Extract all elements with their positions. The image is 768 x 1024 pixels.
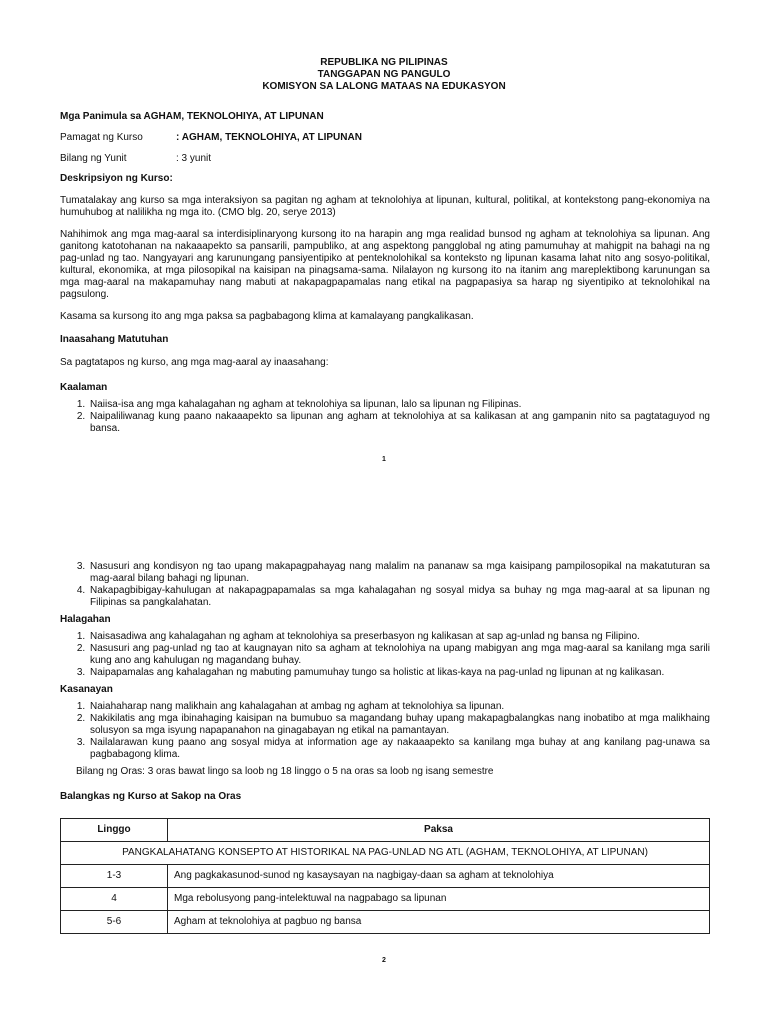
kasanayan-list (60, 701, 710, 761)
intro-title: Mga Panimula sa AGHAM, TEKNOLOHIYA, AT LIPUNAN (60, 111, 324, 122)
outline-heading: Balangkas ng Kurso at Sakop na Oras (60, 791, 242, 802)
course-units-label: Bilang ng Yunit (60, 153, 127, 164)
kaalaman-list (60, 399, 710, 435)
course-units-row (60, 153, 710, 165)
course-title-value: : AGHAM, TEKNOLOHIYA, AT LIPUNAN (176, 132, 362, 143)
list-item: 3. Nasusuri ang kondisyon ng tao upang makapagpahayag nang malalim na pananaw sa mga kaisipang pampilosopikal na makatuturan sa mag-aaral bilang bahagi ng lipunan. (88, 561, 710, 585)
list-item: 2. Nakikilatis ang mga ibinahaging kaisipan na bumubuo sa magandang buhay upang makapagbalangkas nang inobatibo at mga malikhaing solusyon sa mga isyung napapanahon na ginagabayan ng etikal na pamantayan. (88, 713, 710, 737)
outcomes-heading: Inaasahang Matutuhan (60, 334, 169, 345)
halagahan-heading: Halagahan (60, 614, 111, 625)
kasanayan-heading: Kasanayan (60, 684, 113, 695)
table-section-row (61, 842, 710, 865)
course-units-value: : 3 yunit (176, 153, 212, 164)
document-header (0, 57, 768, 93)
description-paragraph-3: Kasama sa kursong ito ang mga paksa sa pagbabagong klima at kamalayang pangkalikasan. (60, 311, 474, 322)
column-header-week: Linggo (61, 819, 168, 842)
header-line-1: REPUBLIKA NG PILIPINAS (320, 57, 448, 68)
list-item: 3. Naipapamalas ang kahalagahan ng mabuting pamumuhay tungo sa holistic at likas-kaya na pag-unlad ng lipunan at ng kalikasan. (88, 667, 710, 679)
topic-cell: Agham at teknolohiya at pagbuo ng bansa (168, 911, 710, 934)
list-item: 1. Naiahaharap nang malikhain ang kahalagahan at ambag ng agham at teknolohiya sa lipunan. (88, 701, 710, 713)
list-item: 2. Naipaliliwanag kung paano nakaaapekto sa lipunan ang agham at teknolohiya at sa kalikasan at ang gampanin nito sa pagtataguyod ng bansa. (88, 411, 710, 435)
list-item: 3. Nailalarawan kung paano ang sosyal midya at information age ay nakaaapekto sa kanilang mga buhay at ang kanilang pag-unawa sa pagbabagong klima. (88, 737, 710, 761)
page-1-body (60, 111, 710, 435)
outcomes-intro: Sa pagtatapos ng kurso, ang mga mag-aaral ay inaasahang: (60, 357, 329, 368)
list-item: 1. Naiisa-isa ang mga kahalagahan ng agham at teknolohiya sa lipunan, lalo sa lipunan ng Filipinas. (88, 399, 710, 411)
table-row (61, 865, 710, 888)
page-2-body (60, 561, 710, 934)
section-title: PANGKALAHATANG KONSEPTO AT HISTORIKAL NA PAG-UNLAD NG ATL (AGHAM, TEKNOLOHIYA, AT LIPUNAN) (61, 842, 710, 865)
hours-note: Bilang ng Oras: 3 oras bawat lingo sa loob ng 18 linggo o 5 na oras sa loob ng isang semestre (76, 766, 494, 777)
page-number-1: 1 (382, 456, 386, 463)
course-title-row (60, 132, 710, 144)
halagahan-list (60, 631, 710, 679)
kaalaman-heading: Kaalaman (60, 382, 108, 393)
week-cell: 5-6 (61, 911, 168, 934)
description-heading: Deskripsiyon ng Kurso: (60, 173, 173, 184)
header-line-2: TANGGAPAN NG PANGULO (317, 69, 451, 80)
description-paragraph-2: Nahihimok ang mga mag-aaral sa interdisiplinaryong kursong ito na harapin ang mga realidad bunsod ng agham at teknolohiya sa lipunan. Ang ganitong katotohanan na nakaaapekto sa pansarili, pampubliko, at ang aspektong pangglobal ng ating pamumuhay at mahigpit na bahagi na ng pag-unlad ng tao. Nangyayari ang karunungang pansiyentipiko at penteknolohikal sa konteksto ng lipunan kasama lahat nito ang sosyo-politikal, kultural, ekonomika, at mga pilosopikal na kaisipan na pinagsama-sama. Nilalayon ng kursong ito na itanim ang mareplektibong karunungan sa mga mag-aaral na makapamuhay nang mabuti at nakapagpapamalas nang etikal na pagpapasiya sa harap ng siyentipiko at teknolohikal na pagsulong. (60, 229, 710, 300)
table-row (61, 888, 710, 911)
list-item: 2. Nasusuri ang pag-unlad ng tao at kaugnayan nito sa agham at teknolohiya na upang mabigyan ang mga mag-aaral sa kanilang mga sarili kung ano ang kahulugan ng magandang buhay. (88, 643, 710, 667)
week-cell: 1-3 (61, 865, 168, 888)
table-row (61, 911, 710, 934)
outline-table (60, 818, 710, 934)
topic-cell: Ang pagkakasunod-sunod ng kasaysayan na nagbigay-daan sa agham at teknolohiya (168, 865, 710, 888)
page-number-2: 2 (382, 957, 386, 964)
topic-cell: Mga rebolusyong pang-intelektuwal na nagpabago sa lipunan (168, 888, 710, 911)
description-paragraph-1: Tumatalakay ang kurso sa mga interaksiyon sa pagitan ng agham at teknolohiya at lipunan, kultural, politikal, at kontekstong pang-ekonomiya na humuhubog at nalilikha ng mga ito. (CMO blg. 20, serye 2013) (60, 195, 710, 218)
list-item: 1. Naisasadiwa ang kahalagahan ng agham at teknolohiya sa preserbasyon ng kalikasan at sap ag-unlad ng bansa ng Filipino. (88, 631, 710, 643)
column-header-topic: Paksa (168, 819, 710, 842)
header-line-3: KOMISYON SA LALONG MATAAS NA EDUKASYON (262, 81, 506, 92)
course-title-label: Pamagat ng Kurso (60, 132, 143, 143)
table-header-row (61, 819, 710, 842)
kaalaman-list-continued (60, 561, 710, 609)
week-cell: 4 (61, 888, 168, 911)
list-item: 4. Nakapagbibigay-kahulugan at nakapagpapamalas sa mga kahalagahan ng sosyal midya sa buhay ng mga mag-aaral at sa lipunan ng Filipinas sa pangkalahatan. (88, 585, 710, 609)
